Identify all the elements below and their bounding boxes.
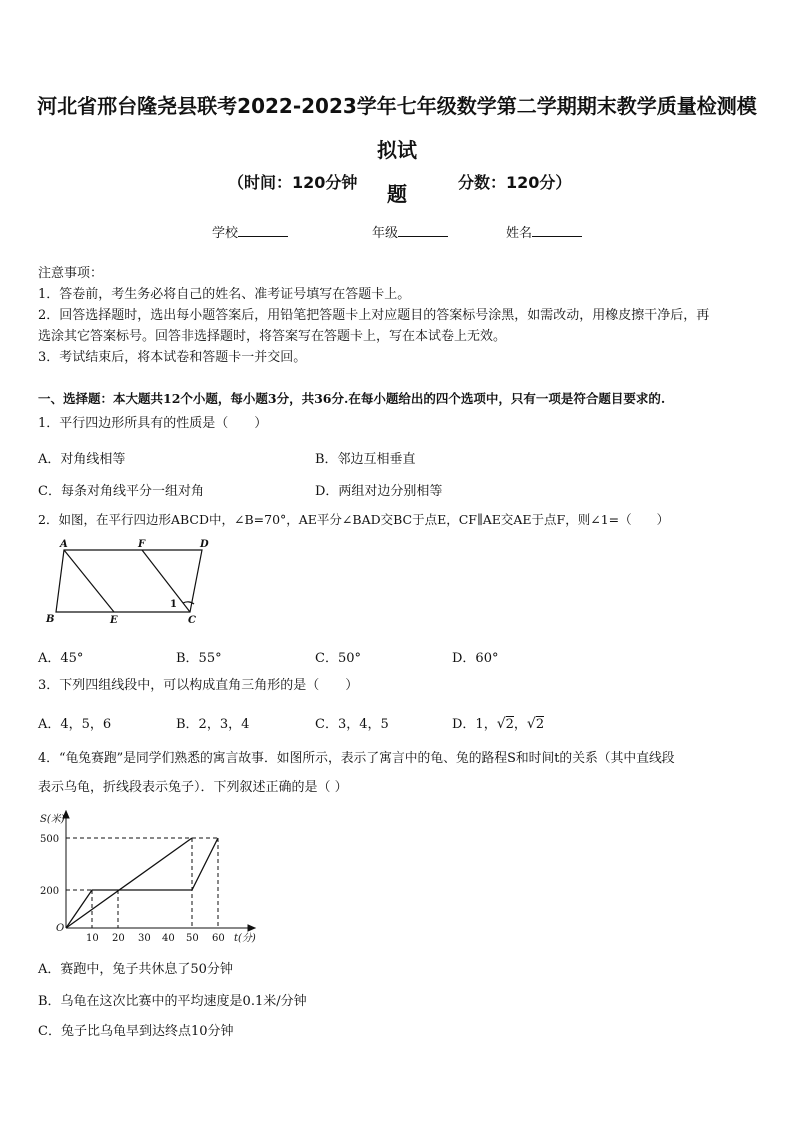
x-tick-40: 40 bbox=[162, 933, 175, 944]
notice-item-1: 1．答卷前，考生务必将自己的姓名、准考证号填写在答题卡上。 bbox=[38, 287, 411, 302]
name-label: 姓名 bbox=[506, 226, 533, 241]
notice-item-3: 3．考试结束后，将本试卷和答题卡一并交回。 bbox=[38, 350, 307, 365]
page-title bbox=[30, 84, 764, 216]
label-a: A bbox=[60, 539, 68, 550]
y-tick-500: 500 bbox=[40, 834, 60, 845]
x-axis-label: t(分) bbox=[234, 933, 256, 944]
radicand-2: 2 bbox=[535, 717, 545, 732]
tortoise-line bbox=[66, 838, 192, 928]
q4-stem-line-1: 4．“龟兔赛跑”是同学们熟悉的寓言故事．如图所示，表示了寓言中的龟、兔的路程S和时间t的关系（其中直线段 bbox=[38, 751, 675, 766]
q2-stem: 2．如图，在平行四边形ABCD中，∠B=70°，AE平分∠BAD交BC于点E，CF∥AE交AE于点F，则∠1=（ ） bbox=[38, 512, 670, 527]
segment-cf bbox=[142, 550, 190, 612]
grade-label: 年级 bbox=[372, 226, 399, 241]
sqrt-sign-1: √ bbox=[496, 716, 506, 732]
x-axis-arrow bbox=[248, 925, 255, 931]
school-field bbox=[212, 222, 288, 241]
exam-time: （时间：120分钟 bbox=[228, 173, 358, 192]
q2-option-d: D．60° bbox=[452, 651, 499, 666]
race-graph bbox=[36, 810, 276, 948]
notice-heading: 注意事项： bbox=[38, 266, 104, 281]
segment-ae bbox=[64, 550, 114, 612]
q1-option-b: B．邻边互相垂直 bbox=[315, 452, 416, 467]
q3-option-a: A．4，5，6 bbox=[38, 717, 112, 732]
q1-stem: 1．平行四边形所具有的性质是（ ） bbox=[38, 416, 268, 431]
q2-option-b: B．55° bbox=[176, 651, 222, 666]
rabbit-polyline bbox=[66, 838, 218, 928]
exam-score: 分数：120分） bbox=[458, 173, 572, 192]
parallelogram-abcd bbox=[56, 550, 202, 612]
school-blank bbox=[238, 224, 288, 237]
x-tick-50: 50 bbox=[186, 933, 199, 944]
label-angle-1: 1 bbox=[170, 599, 177, 610]
q3-stem: 3．下列四组线段中，可以构成直角三角形的是（ ） bbox=[38, 678, 359, 693]
q3-option-d-sep: ， bbox=[513, 717, 527, 732]
section-1-heading: 一、选择题：本大题共12个小题，每小题3分，共36分.在每小题给出的四个选项中，只有一项是符合题目要求的. bbox=[38, 391, 666, 406]
title-line-2: 题 bbox=[387, 182, 407, 206]
q1-option-c: C．每条对角线平分一组对角 bbox=[38, 484, 204, 499]
q4-stem-line-2: 表示乌龟，折线段表示兔子）．下列叙述正确的是（ ） bbox=[38, 780, 348, 795]
origin-label: O bbox=[56, 923, 65, 934]
q4-option-c: C．兔子比乌龟早到达终点10分钟 bbox=[38, 1024, 234, 1039]
q3-option-c: C．3，4，5 bbox=[315, 717, 389, 732]
q3-option-d-prefix: D．1， bbox=[452, 717, 497, 732]
q3-option-b: B．2，3，4 bbox=[176, 717, 250, 732]
notice-item-2a: 2．回答选择题时，选出每小题答案后，用铅笔把答题卡上对应题目的答案标号涂黑，如需改动，用橡皮擦干净后，再 bbox=[38, 308, 710, 323]
grade-blank bbox=[398, 224, 448, 237]
x-tick-10: 10 bbox=[86, 933, 99, 944]
name-blank bbox=[532, 224, 582, 237]
label-d: D bbox=[200, 539, 209, 550]
label-f: F bbox=[138, 539, 146, 550]
q2-option-a: A．45° bbox=[38, 651, 84, 666]
grade-field bbox=[372, 222, 448, 241]
parallelogram-figure bbox=[40, 536, 230, 628]
name-field bbox=[506, 222, 582, 241]
x-tick-30: 30 bbox=[138, 933, 151, 944]
y-tick-200: 200 bbox=[40, 886, 60, 897]
label-e: E bbox=[110, 615, 118, 626]
x-tick-20: 20 bbox=[112, 933, 125, 944]
label-c: C bbox=[188, 615, 196, 626]
sqrt-sign-2: √ bbox=[526, 716, 536, 732]
q3-option-d bbox=[452, 713, 544, 732]
y-axis-label: S(米) bbox=[40, 814, 65, 825]
q4-option-b: B．乌龟在这次比赛中的平均速度是0.1米/分钟 bbox=[38, 994, 307, 1009]
radicand-1: 2 bbox=[505, 717, 514, 732]
q1-option-a: A．对角线相等 bbox=[38, 452, 126, 467]
title-line-1: 河北省邢台隆尧县联考2022-2023学年七年级数学第二学期期末教学质量检测模拟试 bbox=[37, 94, 757, 162]
x-tick-60: 60 bbox=[212, 933, 225, 944]
q2-option-c: C．50° bbox=[315, 651, 361, 666]
label-b: B bbox=[46, 614, 55, 625]
school-label: 学校 bbox=[212, 226, 239, 241]
q4-option-a: A．赛跑中，兔子共休息了50分钟 bbox=[38, 962, 233, 977]
q1-option-d: D．两组对边分别相等 bbox=[315, 484, 443, 499]
notice-item-2b: 选涂其它答案标号。回答非选择题时，将答案写在答题卡上，写在本试卷上无效。 bbox=[38, 329, 507, 344]
